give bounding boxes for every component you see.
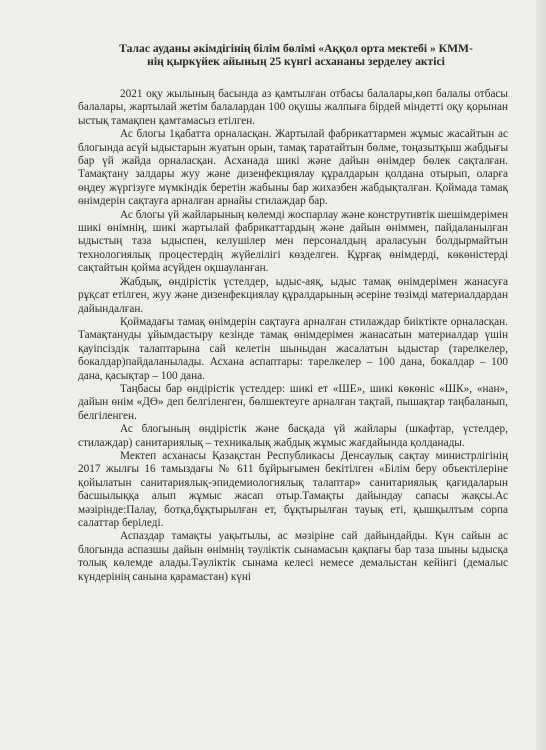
paragraph-9: Аспаздар тамақты уақытылы, ас мәзіріне сай дайындайды. Күн сайын ас блогында аспазшы дайын өнімнің тәуліктік сынамасын қақпағы бар таза шыны ыдысқа толық көлемде алады.Тәуліктік сынама келесі немесе демалыстан кейінгі (демалыс күндерінің санына қарамастан) күні: [78, 530, 508, 583]
paragraph-2: Ас блогы 1қабатта орналасқан. Жартылай фабрикаттармен жұмыс жасайтын ас блогында асүй ыдыстарын жуатын орын, тамақ таратайтын бөлме, тоңазытқыш жабдығы бар үй жайда орналасқан. Асханада шикі және дайын өнімдер бөлек сақталған. Тамақтану залдары жуу және дизенфекциялау құралдарын қолдана отырып, оларға өңдеу жүргізуге мүмкіндік беретін жабыны бар жихазбен жабдықталған. Қоймада тамақ өнімдерін сақтауға арналған арнайы стилаждар бар.: [78, 128, 508, 208]
paragraph-3: Ас блогы үй жайларының көлемді жоспарлау және конструтивтік шешімдерімен шикі өнімнің, шикі жартылай фабрикаттардың және дайын өніммен, пайдаланылған ыдыстың таза ыдыспен, келушілер мен персоналдың араласуын болдырмайтын технологиялық процестердің жүйелілігі көзделген. Құрғақ өнімдерді, көкөністерді сақтайтын қойма асүйден оқшауланған.: [78, 208, 508, 275]
title-line-2: нің қыркүйек айының 25 күнгі асхананы зерделеу актісі: [147, 55, 445, 68]
page-edge-shadow: [536, 0, 546, 750]
paragraph-5: Қоймадағы тамақ өнімдерін сақтауға арналған стилаждар биіктікте орналасқан. Тамақтануды ұйымдастыру кезінде тамақ өнімдерімен жанасатын материалдар үшін қауіпсіздік талаптарына сай келетін шыныдан жасалатын ыдыстар (тарелкелер, бокалдар)пайдаланылады. Асхана аспаптары: тарелкелер – 100 дана, бокалдар – 100 дана, қасықтар – 100 дана.: [78, 315, 508, 382]
paragraph-8: Мектеп асханасы Қазақстан Республикасы Денсаулық сақтау министрлігінің 2017 жылғы 16 тамыздағы № 611 бұйрығымен бекітілген «Білім беру объектілеріне қойылатын санитариялық-эпидемиологиялық талаптар» санитариялық қағидаларын басшылыққа алып жұмыс жасап отыр.Тамақты дайындау сапасы жақсы.Ас мәзірінде:Палау, ботқа,бұқтырылған ет, бұқтырылған тауық еті, қышқылтым сорпа салаттар беріледі.: [78, 449, 508, 529]
paragraph-6: Таңбасы бар өндірістік үстелдер: шикі ет «ШЕ», шикі көкөніс «ШК», «нан», дайын өнім «ДӨ» деп белгіленген, бөлшектеуге арналған тақтай, пышақтар таңбаланып, белгіленген.: [78, 382, 508, 422]
paragraph-4: Жабдық, өндірістік үстелдер, ыдыс-аяқ, ыдыс тамақ өнімдерімен жанасуға рұқсат етілген, жуу және дизенфекциялау құралдарының әсеріне төзімді материалдардан дайындалған.: [78, 275, 508, 315]
paragraph-7: Ас блогының өндірістік және басқада үй жайлары (шкафтар, үстелдер, стилаждар) санитариялық – техникалық жабдық жұмыс жағдайында қолданады.: [78, 423, 508, 449]
title-line-1: Талас ауданы әкімдігінің білім бөлімі «Аққол орта мектебі » КММ-: [119, 42, 473, 55]
document-title: [78, 42, 508, 68]
paragraph-1: 2021 оқу жылының басында аз қамтылған отбасы балалары,көп балалы отбасы балалары, жартылай жетім балалардан 100 оқушы жалпыға бірдей міндетті оқу қорынан ыстық тамақпен қамтамасыз етілген.: [78, 88, 508, 127]
